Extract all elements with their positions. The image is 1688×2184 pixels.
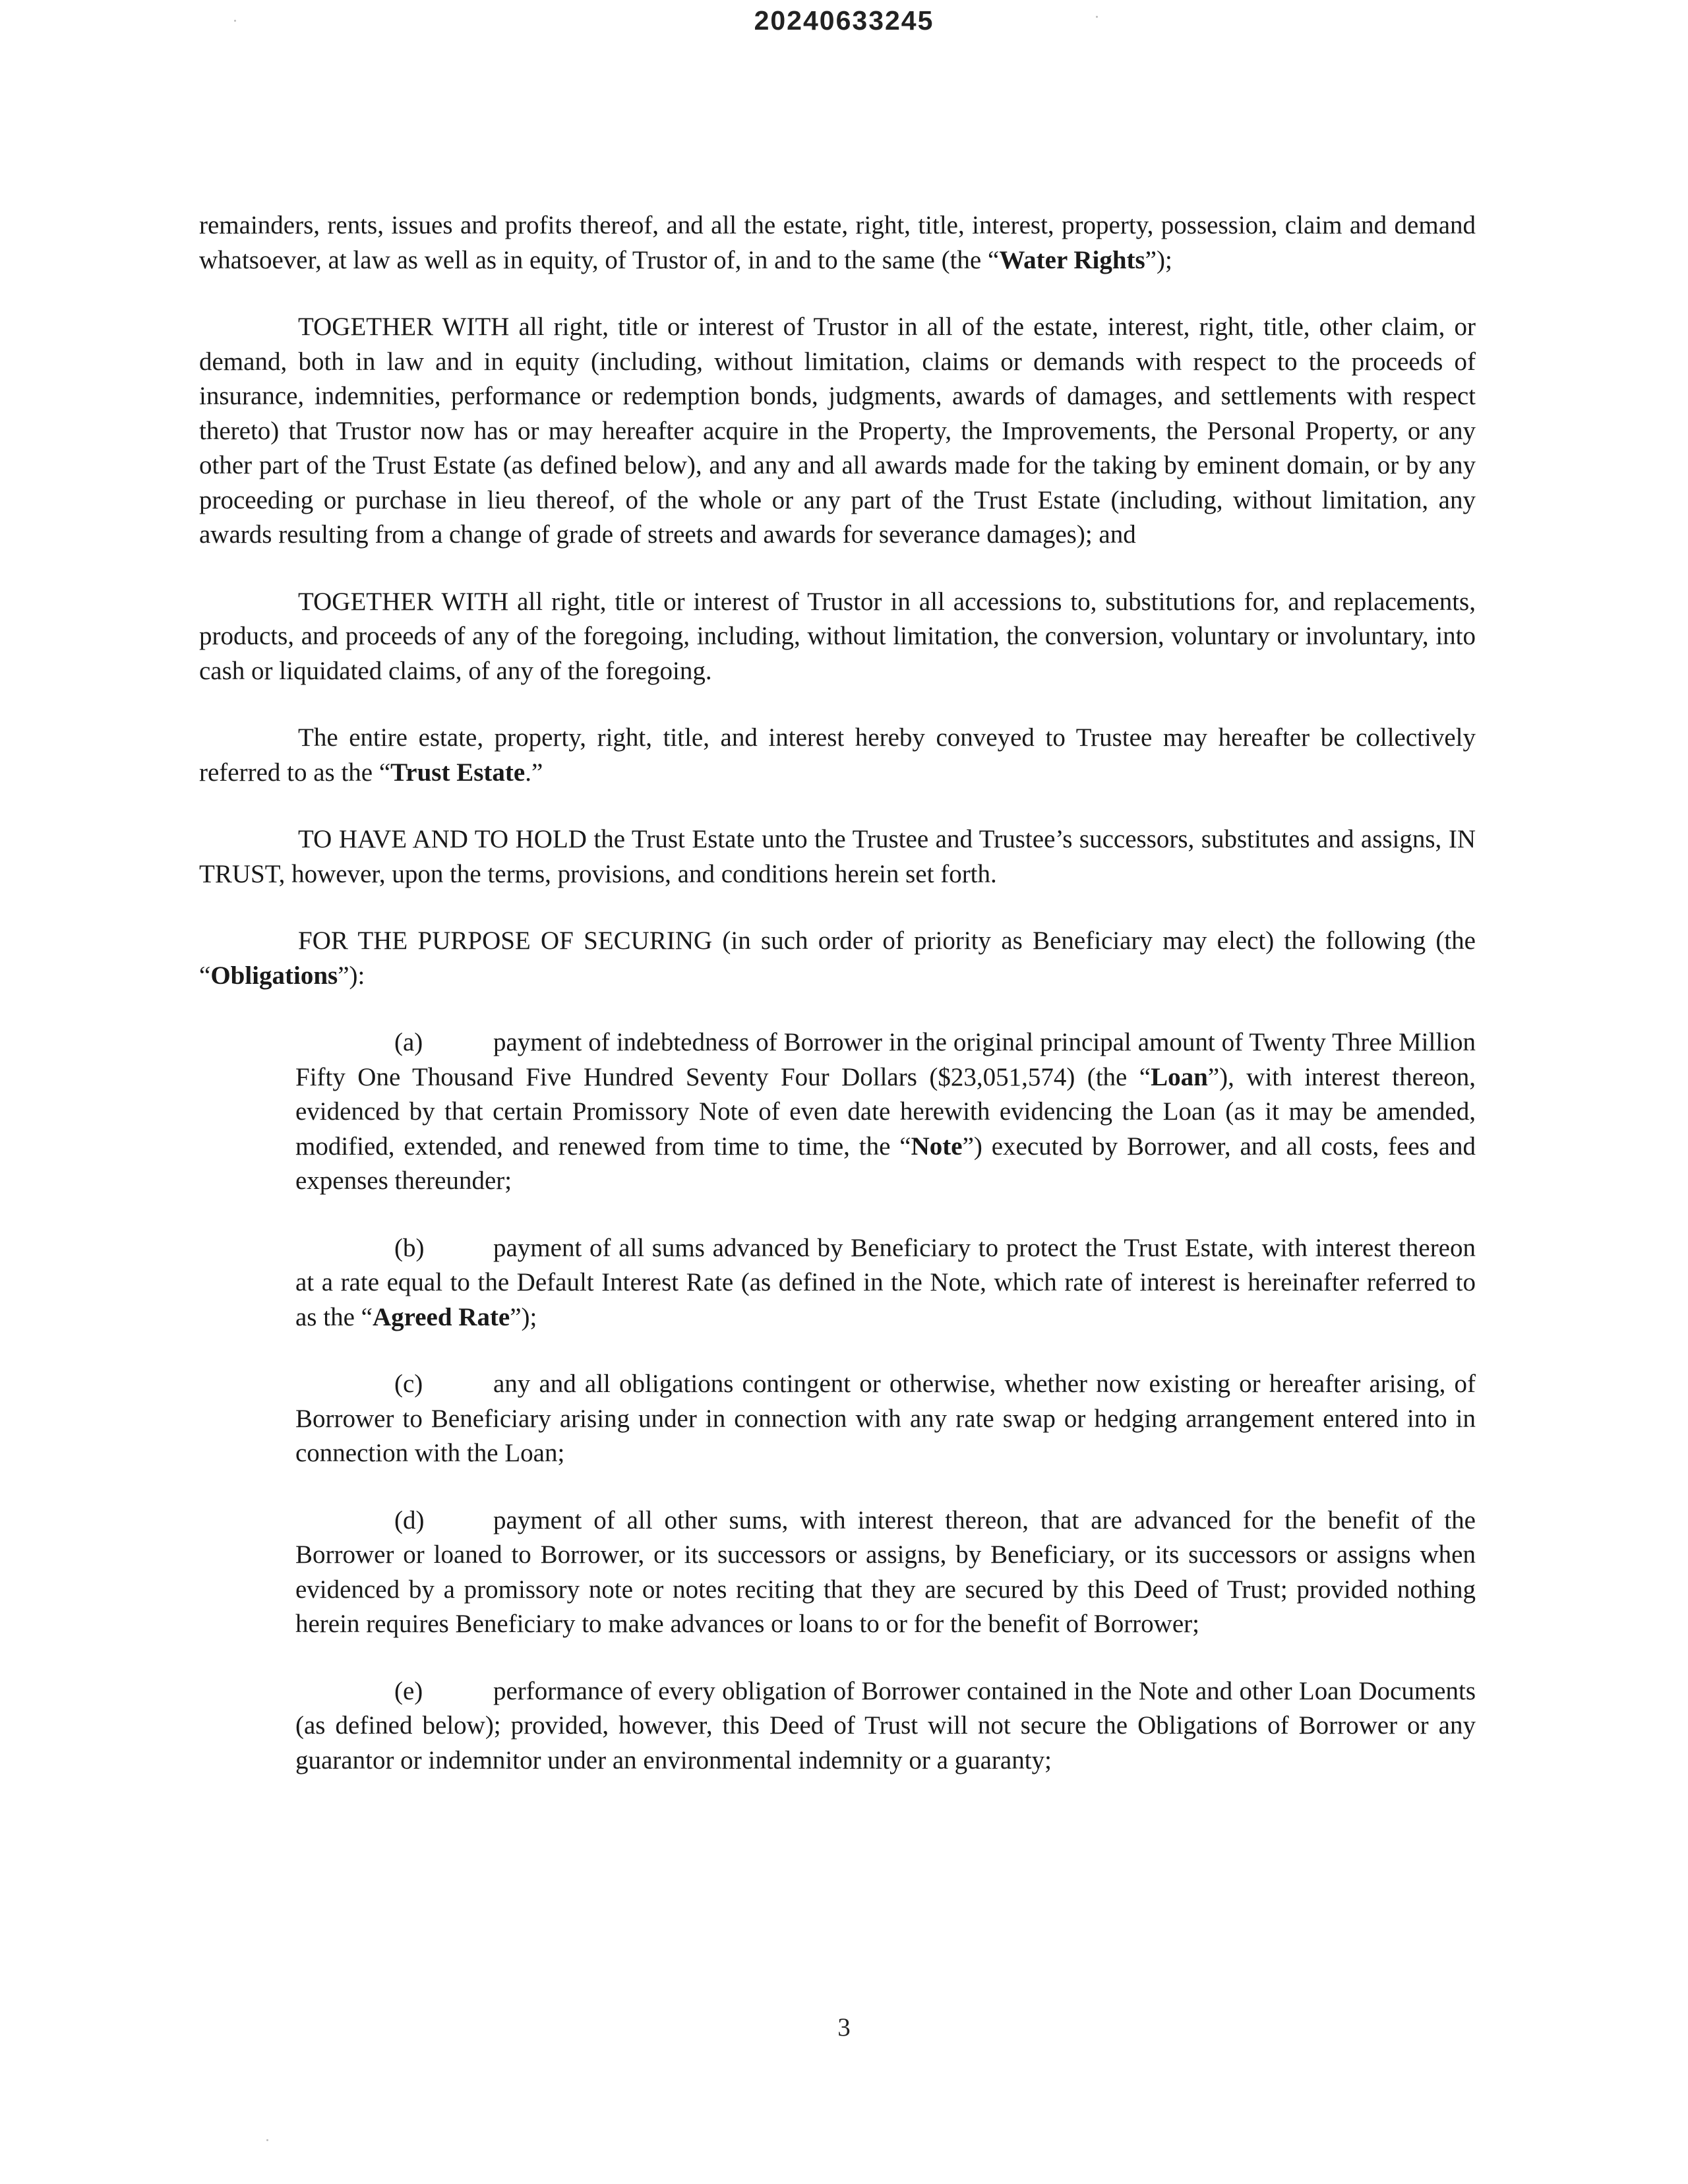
- item-text: ”), with interest thereon, evidenced by that certain Promissory Note of even date herewith evidencing the Loan (as it may be amended, modified, extended, and renewed from time to time, the “: [295, 1062, 1476, 1161]
- document-body: [199, 208, 1476, 1810]
- item-text: payment of all sums advanced by Beneficiary to protect the Trust Estate, with interest thereon at a rate equal to the Default Interest Rate (as defined in the Note, which rate of interest is hereinafter referred to as the “: [295, 1233, 1476, 1331]
- scan-speck: [266, 2139, 268, 2141]
- item-text: ”) executed by Borrower, and all costs, fees and expenses thereunder;: [295, 1132, 1476, 1195]
- together-with-paragraph-1: TOGETHER WITH all right, title or interest of Trustor in all of the estate, interest, right, title, other claim, or demand, both in law and in equity (including, without limitation, claims or demands with respect to the proceeds of insurance, indemnities, performance or redemption bonds, judgments, awards of damages, and settlements with respect thereto) that Trustor now has or may hereafter acquire in the Property, the Improvements, the Personal Property, or any other part of the Trust Estate (as defined below), and any and all awards made for the taking by eminent domain, or by any proceeding or purchase in lieu thereof, of the whole or any part of the Trust Estate (including, without limitation, any awards resulting from a change of grade of streets and awards for severance damages); and: [199, 313, 1476, 549]
- item-label: (c): [394, 1370, 423, 1398]
- trust-estate-paragraph: [199, 721, 1476, 790]
- paragraph-text: remainders, rents, issues and profits thereof, and all the estate, right, title, interest, property, possession, claim and demand whatsoever, at law as well as in equity, of Trustor of, in and to the same (the “: [199, 211, 1476, 274]
- obligation-item-a: [295, 1025, 1476, 1199]
- scan-speck: [1096, 16, 1098, 18]
- item-label: (d): [394, 1505, 425, 1534]
- obligation-item-c: [295, 1367, 1476, 1471]
- paragraph-text: ”):: [338, 961, 365, 990]
- scan-speck: [234, 20, 236, 22]
- item-text: any and all obligations contingent or otherwise, whether now existing or hereafter arising, of Borrower to Beneficiary arising under in connection with any rate swap or hedging arrangement entered into in connection with the Loan;: [295, 1370, 1476, 1467]
- defined-term-obligations: Obligations: [210, 961, 338, 990]
- item-text: ”);: [510, 1302, 537, 1331]
- item-label: (a): [394, 1028, 423, 1056]
- page-number: 3: [837, 2013, 851, 2042]
- item-text: payment of indebtedness of Borrower in the original principal amount of Twenty Three Million Fifty One Thousand Five Hundred Seventy Four Dollars ($23,051,574) (the “: [295, 1028, 1476, 1091]
- defined-term-loan: Loan: [1151, 1062, 1208, 1091]
- item-label: (b): [394, 1233, 425, 1262]
- obligation-item-b: [295, 1231, 1476, 1335]
- paragraph-text: The entire estate, property, right, title, and interest hereby conveyed to Trustee may hereafter be collectively referred to as the “: [199, 723, 1476, 787]
- defined-term-note: Note: [911, 1132, 963, 1161]
- paragraph-text: FOR THE PURPOSE OF SECURING (in such order of priority as Beneficiary may elect) the following (the “: [199, 926, 1476, 990]
- document-number: 20240633245: [754, 5, 934, 36]
- defined-term-water-rights: Water Rights: [999, 245, 1145, 274]
- obligation-item-e: [295, 1674, 1476, 1778]
- to-have-and-to-hold-paragraph: TO HAVE AND TO HOLD the Trust Estate unto the Trustee and Trustee’s successors, substitutes and assigns, IN TRUST, however, upon the terms, provisions, and conditions herein set forth.: [199, 825, 1476, 888]
- paragraph-text: .”: [525, 758, 543, 787]
- obligation-item-d: [295, 1503, 1476, 1642]
- defined-term-agreed-rate: Agreed Rate: [372, 1302, 510, 1331]
- water-rights-paragraph: [199, 208, 1476, 278]
- defined-term-trust-estate: Trust Estate: [390, 758, 526, 787]
- together-with-paragraph-2: TOGETHER WITH all right, title or interest of Trustor in all accessions to, substitutions for, and replacements, products, and proceeds of any of the foregoing, including, without limitation, the conversion, voluntary or involuntary, into cash or liquidated claims, of any of the foregoing.: [199, 587, 1476, 685]
- purpose-of-securing-paragraph: [199, 924, 1476, 993]
- item-text: payment of all other sums, with interest thereon, that are advanced for the benefit of the Borrower or loaned to Borrower, or its successors or assigns, by Beneficiary, or its successors or assigns when evidenced by a promissory note or notes reciting that they are secured by this Deed of Trust; provided nothing herein requires Beneficiary to make advances or loans to or for the benefit of Borrower;: [295, 1505, 1476, 1638]
- item-text: performance of every obligation of Borrower contained in the Note and other Loan Documents (as defined below); provided, however, this Deed of Trust will not secure the Obligations of Borrower or any guarantor or indemnitor under an environmental indemnity or a guaranty;: [295, 1676, 1476, 1774]
- item-label: (e): [394, 1676, 423, 1705]
- paragraph-text: ”);: [1145, 245, 1172, 274]
